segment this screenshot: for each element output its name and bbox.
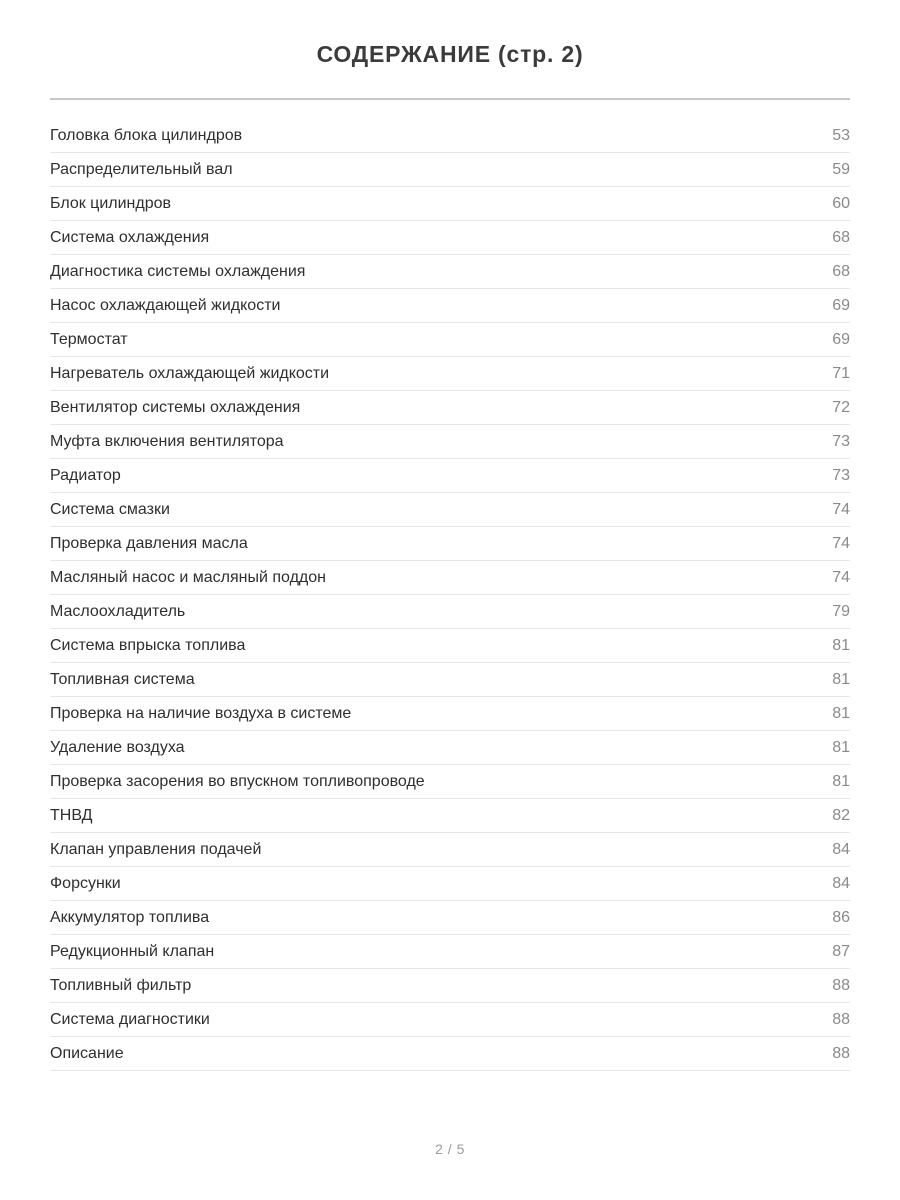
toc-row[interactable] bbox=[50, 867, 850, 901]
toc-item-page: 82 bbox=[832, 806, 850, 824]
toc-row[interactable] bbox=[50, 663, 850, 697]
toc-item-title: Муфта включения вентилятора bbox=[50, 432, 284, 450]
toc-item-title: Проверка засорения во впускном топливопроводе bbox=[50, 772, 425, 790]
toc-item-title: Система охлаждения bbox=[50, 228, 210, 246]
toc-item-title: Описание bbox=[50, 1044, 124, 1062]
toc-row[interactable] bbox=[50, 425, 850, 459]
toc-item-page: 81 bbox=[832, 704, 850, 722]
toc-item-title: Система смазки bbox=[50, 500, 170, 518]
toc-item-title: Диагностика системы охлаждения bbox=[50, 262, 306, 280]
toc-item-page: 69 bbox=[832, 330, 850, 348]
toc-item-title: Топливный фильтр bbox=[50, 976, 192, 994]
toc-item-title: Термостат bbox=[50, 330, 128, 348]
toc-item-page: 86 bbox=[832, 908, 850, 926]
toc-item-title: Аккумулятор топлива bbox=[50, 908, 210, 926]
toc-row[interactable] bbox=[50, 391, 850, 425]
toc-item-title: Распределительный вал bbox=[50, 160, 233, 178]
toc-row[interactable] bbox=[50, 833, 850, 867]
toc-row[interactable] bbox=[50, 1003, 850, 1037]
toc-item-title: Вентилятор системы охлаждения bbox=[50, 398, 301, 416]
toc-item-page: 88 bbox=[832, 1044, 850, 1062]
toc-item-page: 59 bbox=[832, 160, 850, 178]
toc-item-title: Удаление воздуха bbox=[50, 738, 185, 756]
toc-item-title: ТНВД bbox=[50, 806, 93, 824]
toc-content bbox=[0, 40, 900, 1157]
toc-item-page: 81 bbox=[832, 738, 850, 756]
toc-row[interactable] bbox=[50, 799, 850, 833]
toc-item-title: Насос охлаждающей жидкости bbox=[50, 296, 281, 314]
toc-item-title: Клапан управления подачей bbox=[50, 840, 262, 858]
toc-item-title: Редукционный клапан bbox=[50, 942, 215, 960]
toc-item-title: Проверка на наличие воздуха в системе bbox=[50, 704, 352, 722]
toc-row[interactable] bbox=[50, 629, 850, 663]
toc-item-page: 74 bbox=[832, 534, 850, 552]
toc-row[interactable] bbox=[50, 357, 850, 391]
toc-item-page: 74 bbox=[832, 568, 850, 586]
toc-item-page: 81 bbox=[832, 670, 850, 688]
toc-item-page: 53 bbox=[832, 126, 850, 144]
toc-row[interactable] bbox=[50, 595, 850, 629]
toc-item-page: 79 bbox=[832, 602, 850, 620]
toc-item-page: 84 bbox=[832, 840, 850, 858]
toc-row[interactable] bbox=[50, 289, 850, 323]
toc-item-title: Проверка давления масла bbox=[50, 534, 248, 552]
toc-item-page: 74 bbox=[832, 500, 850, 518]
toc-row[interactable] bbox=[50, 459, 850, 493]
toc-list bbox=[50, 119, 850, 1071]
toc-row[interactable] bbox=[50, 1037, 850, 1071]
toc-item-page: 88 bbox=[832, 1010, 850, 1028]
toc-row[interactable] bbox=[50, 901, 850, 935]
toc-row[interactable] bbox=[50, 493, 850, 527]
toc-row[interactable] bbox=[50, 187, 850, 221]
toc-row[interactable] bbox=[50, 935, 850, 969]
toc-item-title: Радиатор bbox=[50, 466, 121, 484]
toc-row[interactable] bbox=[50, 119, 850, 153]
toc-item-page: 73 bbox=[832, 466, 850, 484]
toc-row[interactable] bbox=[50, 153, 850, 187]
toc-item-page: 60 bbox=[832, 194, 850, 212]
toc-row[interactable] bbox=[50, 697, 850, 731]
toc-item-title: Форсунки bbox=[50, 874, 121, 892]
toc-item-page: 81 bbox=[832, 636, 850, 654]
toc-item-page: 84 bbox=[832, 874, 850, 892]
toc-item-title: Топливная система bbox=[50, 670, 195, 688]
toc-item-page: 68 bbox=[832, 262, 850, 280]
page-title: СОДЕРЖАНИЕ (стр. 2) bbox=[316, 41, 584, 67]
toc-item-title: Система впрыска топлива bbox=[50, 636, 246, 654]
toc-item-page: 69 bbox=[832, 296, 850, 314]
toc-item-page: 68 bbox=[832, 228, 850, 246]
toc-item-page: 72 bbox=[832, 398, 850, 416]
toc-item-page: 73 bbox=[832, 432, 850, 450]
toc-row[interactable] bbox=[50, 765, 850, 799]
toc-item-page: 88 bbox=[832, 976, 850, 994]
header-divider bbox=[50, 98, 850, 100]
toc-row[interactable] bbox=[50, 527, 850, 561]
toc-item-page: 81 bbox=[832, 772, 850, 790]
toc-row[interactable] bbox=[50, 561, 850, 595]
toc-item-title: Маслоохладитель bbox=[50, 602, 186, 620]
toc-item-page: 71 bbox=[832, 364, 850, 382]
toc-row[interactable] bbox=[50, 323, 850, 357]
toc-row[interactable] bbox=[50, 731, 850, 765]
toc-item-title: Головка блока цилиндров bbox=[50, 126, 243, 144]
toc-row[interactable] bbox=[50, 969, 850, 1003]
toc-item-title: Нагреватель охлаждающей жидкости bbox=[50, 364, 330, 382]
toc-item-page: 87 bbox=[832, 942, 850, 960]
toc-row[interactable] bbox=[50, 255, 850, 289]
toc-item-title: Система диагностики bbox=[50, 1010, 210, 1028]
toc-item-title: Блок цилиндров bbox=[50, 194, 172, 212]
toc-item-title: Масляный насос и масляный поддон bbox=[50, 568, 326, 586]
page-indicator: 2 / 5 bbox=[435, 1141, 465, 1157]
toc-row[interactable] bbox=[50, 221, 850, 255]
